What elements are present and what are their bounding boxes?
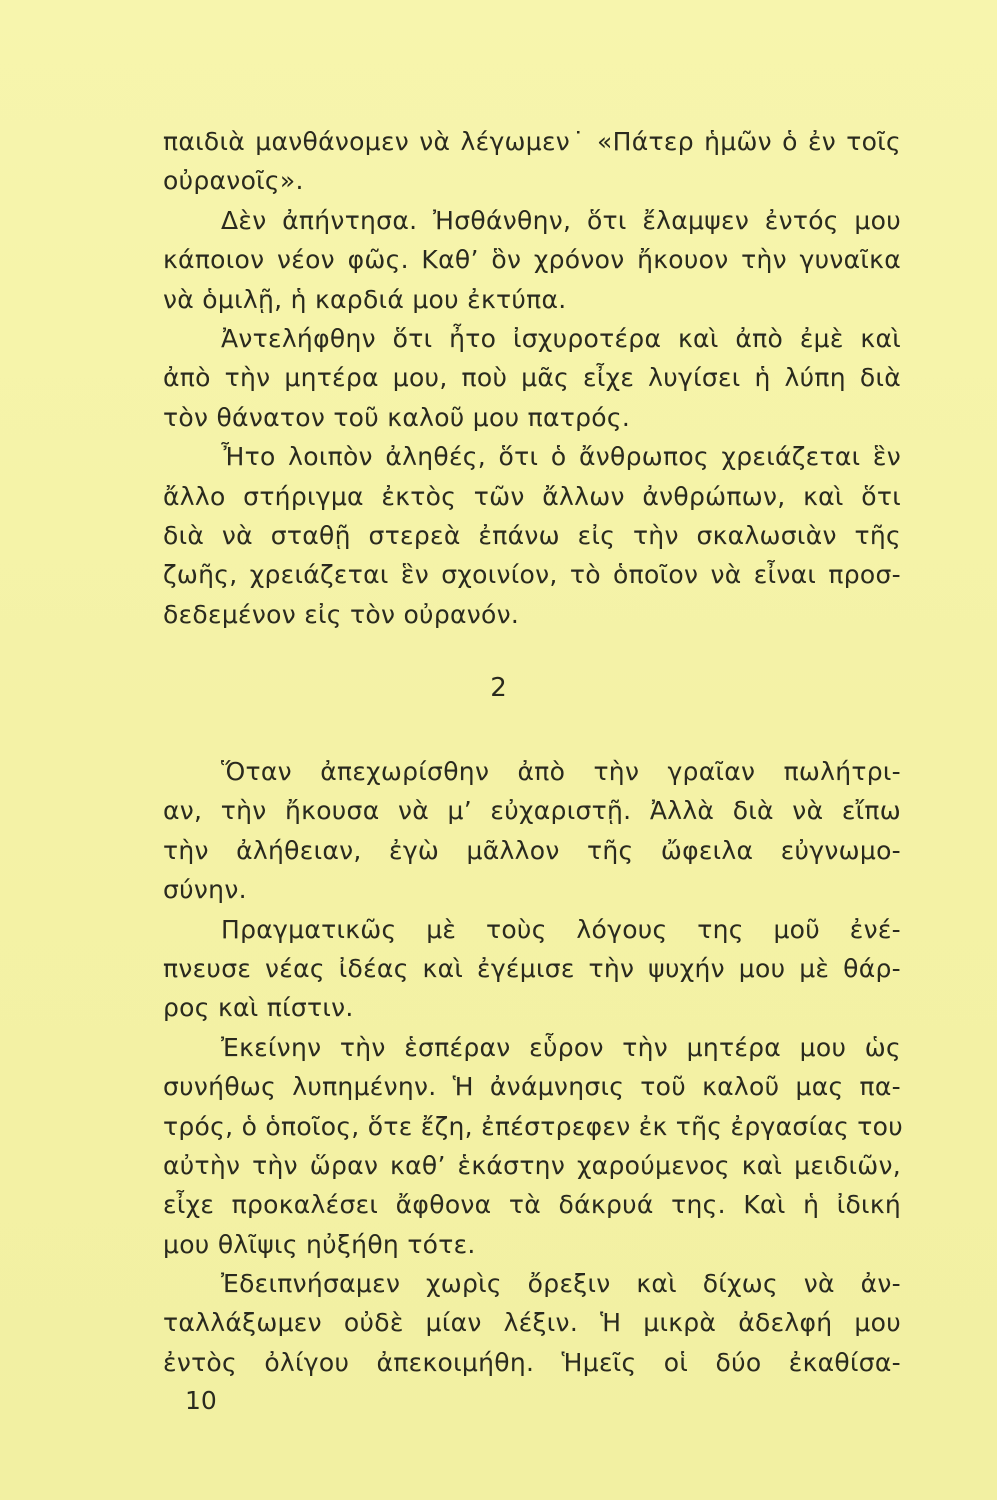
text-line: Ἐκείνην τὴν ἑσπέραν εὗρον τὴν μητέρα μου ὡς [221, 1032, 901, 1062]
text-line: Δὲν ἀπήντησα. Ἠσθάνθην, ὅτι ἔλαμψεν ἐντός μου [221, 205, 901, 235]
text-line: Ἀντελήφθην ὅτι ἦτο ἰσχυροτέρα καὶ ἀπὸ ἐμὲ καὶ [221, 323, 901, 353]
text-line: Ἐδειπνήσαμεν χωρὶς ὄρεξιν καὶ δίχως νὰ ἀν- [221, 1269, 901, 1299]
text-line: συνήθως λυπημένην. Ἡ ἀνάμνησις τοῦ καλοῦ μας πα- [163, 1072, 901, 1102]
text-line: μου θλῖψις ηὐξήθη τότε. [163, 1229, 476, 1259]
text-line: Ἦτο λοιπὸν ἀληθές, ὅτι ὁ ἄνθρωπος χρειάζεται ἓν [221, 442, 901, 472]
page-number: 10 [185, 1386, 217, 1415]
text-line: Ὅταν ἀπεχωρίσθην ἀπὸ τὴν γραῖαν πωλήτρι- [221, 757, 901, 786]
text-line: οὐρανοῖς». [163, 166, 304, 196]
text-line: διὰ νὰ σταθῇ στερεὰ ἐπάνω εἰς τὴν σκαλωσιὰν τῆς [163, 520, 901, 550]
text-line: δεδεμένον εἰς τὸν οὐρανόν. [163, 599, 520, 629]
text-line: τὸν θάνατον τοῦ καλοῦ μου πατρός. [163, 402, 631, 432]
text-section-1 [163, 122, 901, 634]
text-line: τρός, ὁ ὁποῖος, ὅτε ἔζη, ἐπέστρεφεν ἐκ τῆς ἐργασίας του [163, 1111, 903, 1141]
text-line: παιδιὰ μανθάνομεν νὰ λέγωμεν˙ «Πάτερ ἡμῶν ὁ ἐν τοῖς [163, 127, 901, 156]
text-line: αὐτὴν τὴν ὥραν καθ’ ἑκάστην χαρούμενος καὶ μειδιῶν, [163, 1150, 901, 1180]
text-line: αν, τὴν ἤκουσα νὰ μ’ εὐχαριστῇ. Ἀλλὰ διὰ νὰ εἴπω [163, 796, 901, 826]
text-line: πνευσε νέας ἰδέας καὶ ἐγέμισε τὴν ψυχήν μου μὲ θάρ- [163, 953, 901, 983]
text-line: ζωῆς, χρειάζεται ἓν σχοινίον, τὸ ὁποῖον νὰ εἶναι προσ- [163, 560, 901, 590]
text-line: σύνην. [163, 875, 247, 905]
text-line: τὴν ἀλήθειαν, ἐγὼ μᾶλλον τῆς ὤφειλα εὐγνωμο- [163, 835, 901, 865]
text-line: ἄλλο στήριγμα ἐκτὸς τῶν ἄλλων ἀνθρώπων, καὶ ὅτι [163, 481, 901, 511]
text-line: εἶχε προκαλέσει ἄφθονα τὰ δάκρυά της. Καὶ ἡ ἰδική [163, 1190, 901, 1220]
section-number: 2 [490, 673, 507, 703]
text-line: νὰ ὁμιλῇ, ἡ καρδιά μου ἐκτύπα. [163, 284, 567, 314]
text-line: Πραγματικῶς μὲ τοὺς λόγους της μοῦ ἐνέ- [221, 914, 901, 944]
text-line: ἀπὸ τὴν μητέρα μου, ποὺ μᾶς εἶχε λυγίσει ἡ λύπη διὰ [163, 363, 901, 393]
text-line: ρος καὶ πίστιν. [163, 993, 354, 1023]
text-line: κάποιον νέον φῶς. Καθ’ ὃν χρόνον ἤκουον τὴν γυναῖκα [163, 245, 901, 275]
text-line: ταλλάξωμεν οὐδὲ μίαν λέξιν. Ἡ μικρὰ ἀδελφή μου [163, 1308, 901, 1338]
text-section-2 [163, 752, 901, 1382]
text-line: ἐντὸς ὀλίγου ἀπεκοιμήθη. Ἡμεῖς οἱ δύο ἐκαθίσα- [163, 1347, 901, 1377]
